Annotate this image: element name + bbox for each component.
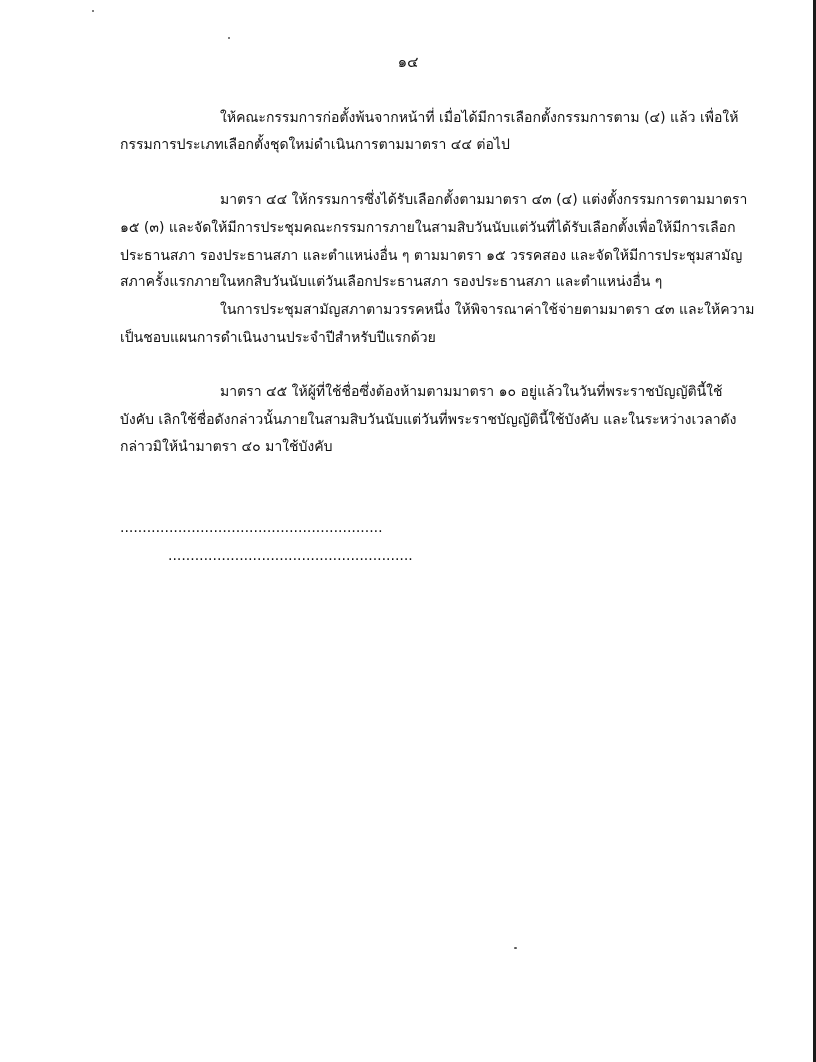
dotted-line: ........................................................... <box>120 520 383 536</box>
paragraph-line: ให้คณะกรรมการก่อตั้งพ้นจากหน้าที่ เมื่อได้มีการเลือกตั้งกรรมการตาม (๔) แล้ว เพื่อให้ <box>220 110 739 126</box>
scan-speck <box>92 10 94 12</box>
paragraph-line: กรรมการประเภทเลือกตั้งชุดใหม่ดำเนินการตามมาตรา ๔๔ ต่อไป <box>120 137 510 153</box>
page-number: ๑๔ <box>397 53 419 71</box>
paragraph-line: สภาครั้งแรกภายในหกสิบวันนับแต่วันเลือกประธานสภา รองประธานสภา และตำแหน่งอื่น ๆ <box>120 274 663 290</box>
paragraph-line: กล่าวมิให้นำมาตรา ๔๐ มาใช้บังคับ <box>120 439 333 455</box>
dotted-line: ....................................................... <box>168 548 413 564</box>
paragraph-line: ในการประชุมสามัญสภาตามวรรคหนึ่ง ให้พิจารณาค่าใช้จ่ายตามมาตรา ๔๓ และให้ความ <box>220 302 755 318</box>
paragraph-line: เป็นชอบแผนการดำเนินงานประจำปีสำหรับปีแรกด้วย <box>120 330 436 346</box>
section-44-line: มาตรา ๔๔ ให้กรรมการซึ่งได้รับเลือกตั้งตามมาตรา ๔๓ (๔) แต่งตั้งกรรมการตามมาตรา <box>220 192 748 208</box>
paragraph-line: บังคับ เลิกใช้ชื่อดังกล่าวนั้นภายในสามสิบวันนับแต่วันที่พระราชบัญญัตินี้ใช้บังคับ และในระหว่างเวลาดัง <box>120 412 737 428</box>
scan-speck <box>228 37 230 39</box>
scan-speck <box>514 947 517 949</box>
paragraph-line: ประธานสภา รองประธานสภา และตำแหน่งอื่น ๆ ตามมาตรา ๑๕ วรรคสอง และจัดให้มีการประชุมสามัญ <box>120 248 743 264</box>
paragraph-line: ๑๕ (๓) และจัดให้มีการประชุมคณะกรรมการภายในสามสิบวันนับแต่วันที่ได้รับเลือกตั้งเพื่อให้มีการเลือก <box>120 220 736 236</box>
section-45-line: มาตรา ๔๕ ให้ผู้ที่ใช้ชื่อซึ่งต้องห้ามตามมาตรา ๑๐ อยู่แล้วในวันที่พระราชบัญญัตินี้ใช้ <box>220 384 723 400</box>
